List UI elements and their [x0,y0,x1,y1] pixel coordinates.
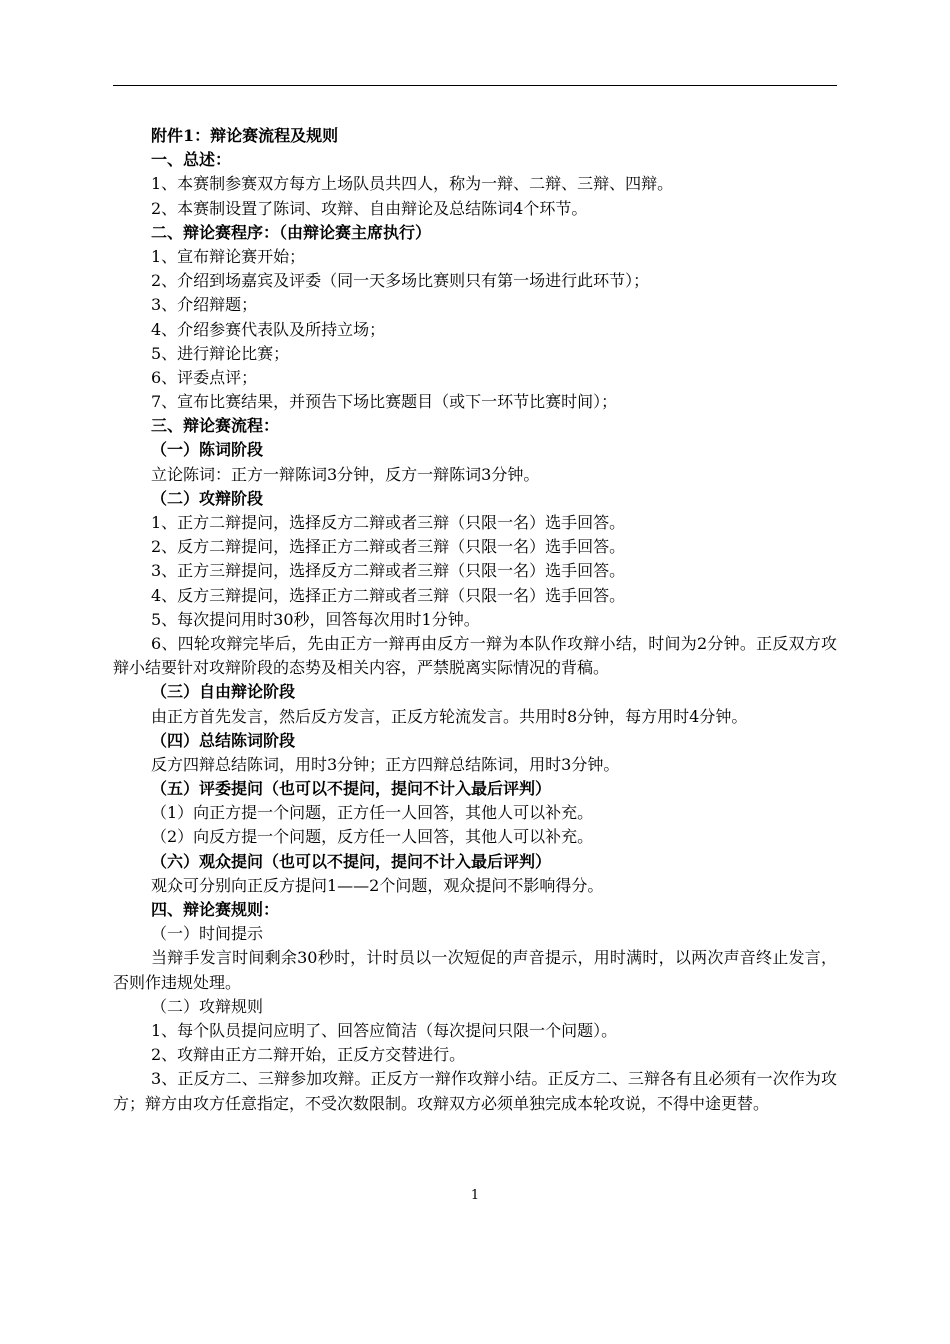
paragraph-line: 观众可分别向正反方提问1——2个问题，观众提问不影响得分。 [151,875,604,895]
paragraph-line: （2）向反方提一个问题，反方任一人回答，其他人可以补充。 [151,827,594,847]
section-heading: （五）评委提问（也可以不提问，提问不计入最后评判） [151,779,552,799]
paragraph-line: 7、宣布比赛结果，并预告下场比赛题目（或下一环节比赛时间）； [151,392,618,412]
page-number: 1 [470,1188,480,1203]
paragraph-line: 1、宣布辩论赛开始； [151,246,306,266]
section-heading: （一）陈词阶段 [151,440,264,460]
section-heading: （二）攻辩阶段 [151,488,264,508]
paragraph-line: 1、本赛制参赛双方每方上场队员共四人，称为一辩、二辩、三辩、四辩。 [151,174,674,194]
paragraph-line: （1）向正方提一个问题，正方任一人回答，其他人可以补充。 [151,803,594,823]
paragraph-line: 反方四辩总结陈词，用时3分钟；正方四辩总结陈词，用时3分钟。 [151,754,620,774]
section-heading: （三）自由辩论阶段 [151,682,296,702]
section-heading: 二、辩论赛程序：（由辩论赛主席执行） [151,222,432,242]
paragraph-line: 1、每个队员提问应明了、回答应简洁（每次提问只限一个问题）。 [151,1021,618,1040]
section-heading: （四）总结陈词阶段 [151,730,296,750]
paragraph-line: 3、介绍辩题； [151,295,258,315]
section-heading: 附件1：辩论赛流程及规则 [151,126,339,145]
paragraph-line: 5、每次提问用时30秒，回答每次用时1分钟。 [151,609,480,629]
paragraph-line: （二）攻辩规则 [151,996,264,1016]
paragraph-line: 2、本赛制设置了陈词、攻辩、自由辩论及总结陈词4个环节。 [151,198,588,218]
paragraph-line: 6、四轮攻辩完毕后，先由正方一辩再由反方一辩为本队作攻辩小结，时间为2分钟。正反双方攻辩小结要针对攻辩阶段的态势及相关内容，严禁脱离实际情况的背稿。 [113,633,837,678]
paragraph-line: （一）时间提示 [151,924,264,944]
paragraph-line: 1、正方二辩提问，选择反方二辩或者三辩（只限一名）选手回答。 [151,513,626,532]
section-heading: 一、总述： [151,150,232,170]
paragraph-line: 当辩手发言时间剩余30秒时，计时员以一次短促的声音提示，用时满时，以两次声音终止发言，否则作违规处理。 [113,948,837,992]
paragraph-line: 2、攻辩由正方二辩开始，正反方交替进行。 [151,1045,466,1065]
paragraph-line: 4、反方三辩提问，选择正方二辩或者三辩（只限一名）选手回答。 [151,585,626,605]
paragraph-line: 3、正反方二、三辩参加攻辩。正反方一辩作攻辩小结。正反方二、三辩各有且必须有一次作为攻方；辩方由攻方任意指定，不受次数限制。攻辩双方必须单独完成本轮攻说，不得中途更替。 [113,1069,837,1113]
paragraph-line: 5、进行辩论比赛； [151,343,290,363]
section-heading: 四、辩论赛规则： [151,900,280,920]
paragraph-line: 2、反方二辩提问，选择正方二辩或者三辩（只限一名）选手回答。 [151,537,626,557]
paragraph-line: 6、评委点评； [151,367,258,387]
section-heading: 三、辩论赛流程： [151,416,280,436]
paragraph-line: 由正方首先发言，然后反方发言，正反方轮流发言。共用时8分钟，每方用时4分钟。 [151,706,748,726]
paragraph-line: 3、正方三辩提问，选择反方二辩或者三辩（只限一名）选手回答。 [151,561,626,581]
paragraph-line: 2、介绍到场嘉宾及评委（同一天多场比赛则只有第一场进行此环节）； [151,271,650,291]
paragraph-line: 4、介绍参赛代表队及所持立场； [151,319,386,339]
section-heading: （六）观众提问（也可以不提问，提问不计入最后评判） [151,851,552,871]
paragraph-line: 立论陈词：正方一辩陈词3分钟，反方一辩陈词3分钟。 [151,464,540,484]
header-rule [113,85,837,86]
document-body [113,124,837,1116]
